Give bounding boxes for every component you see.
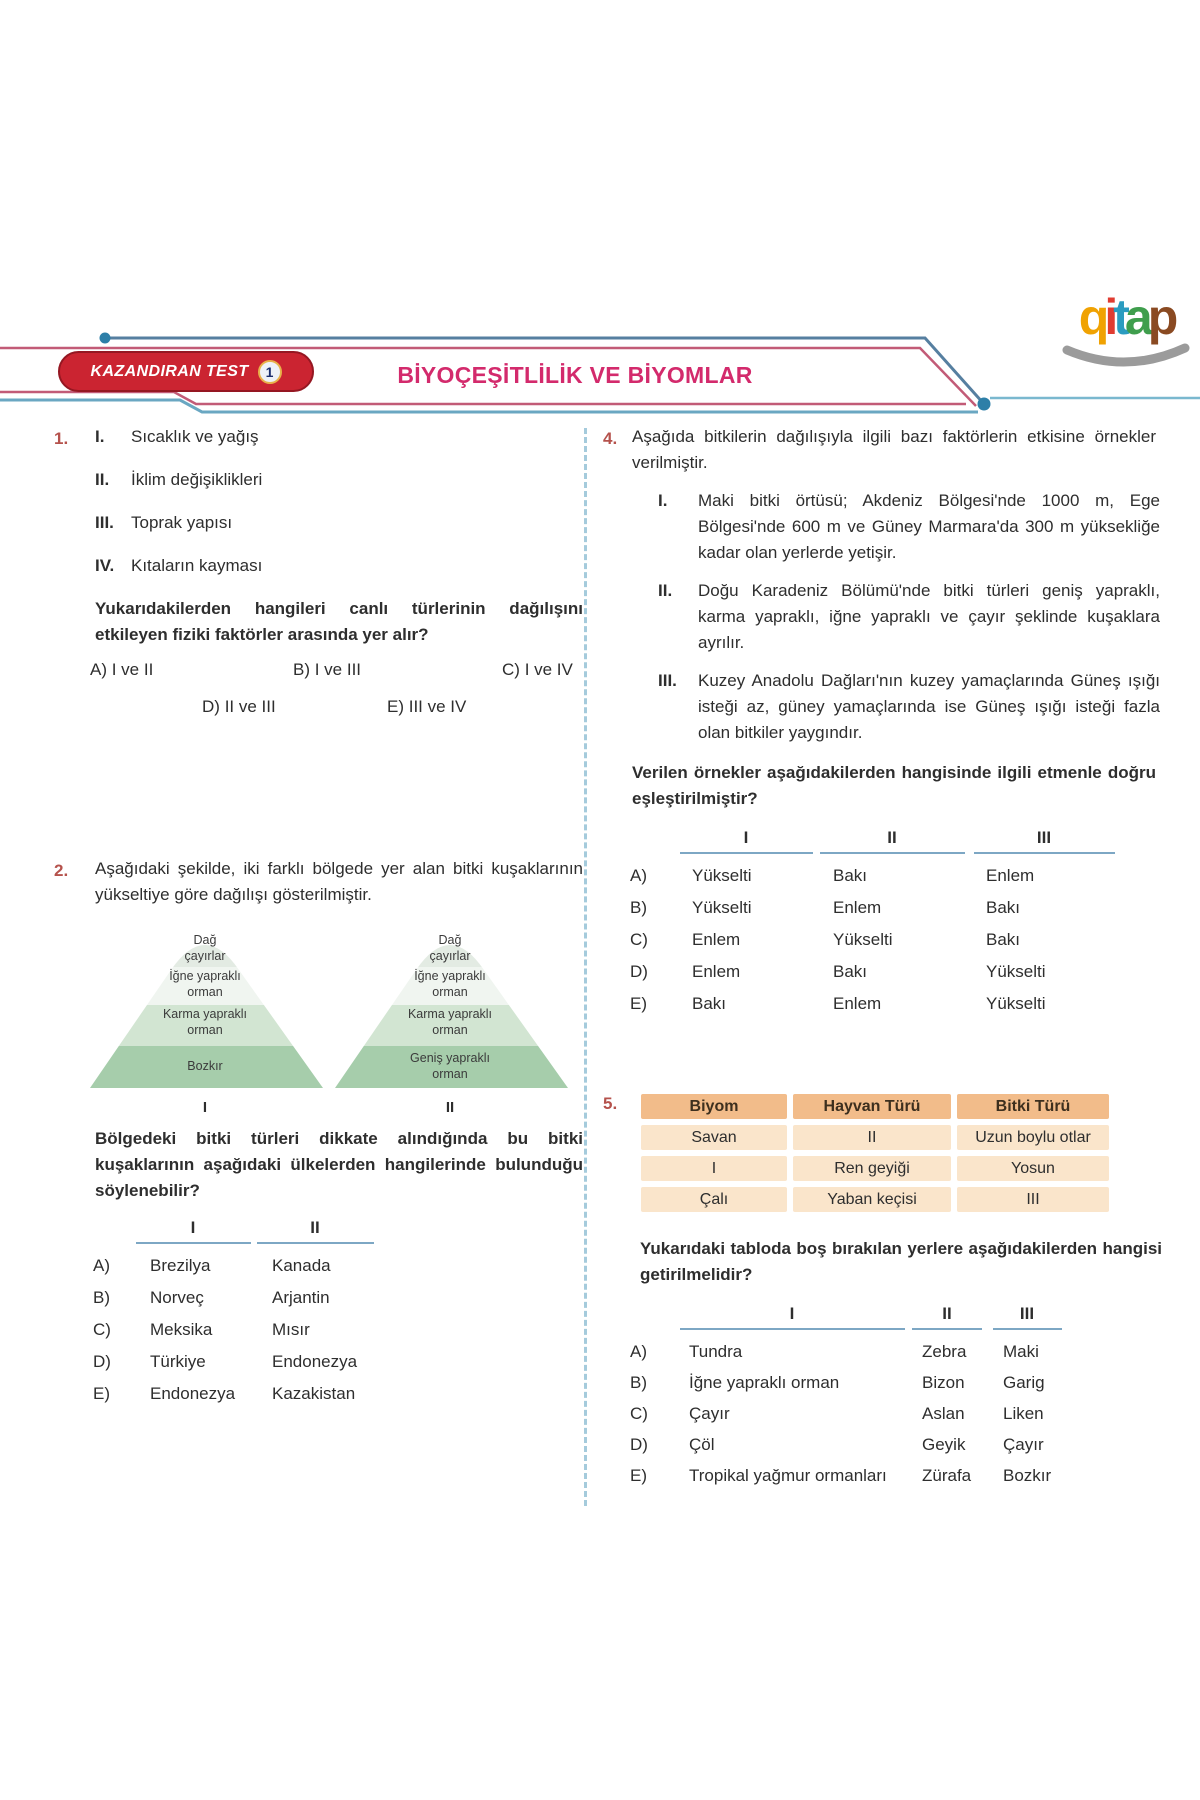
question-1: [48, 424, 588, 746]
column-header-2: II: [310, 1218, 320, 1237]
question-1-stem: Yukarıdakilerden hangileri canlı türlerinin dağılışını etkileyen fiziki faktörler arasında yer alır?: [95, 599, 583, 644]
question-2-intro: Aşağıdaki şekilde, iki farklı bölgede yer alan bitki kuşaklarının yükseltiye göre dağılışı gösterilmiştir.: [95, 859, 583, 904]
column-rule: [820, 852, 965, 854]
publisher-seal-icon: 1: [258, 360, 282, 384]
question-2-options-table: [48, 1218, 588, 1428]
column-header-2: II: [942, 1304, 952, 1323]
mountain-2-label: II: [445, 1099, 455, 1116]
svg-text:orman: orman: [432, 1023, 468, 1037]
qitap-logo-letters: qitap: [1078, 289, 1174, 345]
option-b: B) Norveç Arjantin: [93, 1288, 330, 1307]
option-d: D) Enlem Bakı Yükselti: [630, 962, 1046, 981]
table-header: Hayvan Türü: [793, 1094, 951, 1119]
column-rule: [680, 1328, 905, 1330]
table-cell: Yosun: [957, 1156, 1109, 1181]
option-b: B) İğne yapraklı orman Bizon Garig: [630, 1373, 1045, 1392]
option-a: A) I ve II: [90, 660, 154, 679]
question-2: [48, 856, 588, 1428]
option-e: E) Tropikal yağmur ormanları Zürafa Bozkır: [630, 1466, 1052, 1485]
list-item: II. Doğu Karadeniz Bölümü'nde bitki türleri geniş yapraklı, karma yapraklı, iğne yapraklı ve çayır şeklinde kuşaklara ayrılır.: [658, 581, 1160, 652]
option-e: E) Endonezya Kazakistan: [93, 1384, 356, 1403]
option-c: C) I ve IV: [502, 660, 573, 679]
header-dot-right: [978, 398, 991, 411]
question-2-stem: Bölgedeki bitki türleri dikkate alındığında bu bitki kuşaklarının aşağıdaki ülkelerden hangilerinde bulunduğu söylenebilir?: [95, 1129, 583, 1200]
logo-swoosh-icon: [1061, 343, 1191, 371]
page-title: BİYOÇEŞİTLİLİK VE BİYOMLAR: [397, 362, 753, 388]
option-c: C) Enlem Yükselti Bakı: [630, 930, 1021, 949]
svg-text:Geniş yapraklı: Geniş yapraklı: [410, 1051, 490, 1065]
option-e: E) Bakı Enlem Yükselti: [630, 994, 1046, 1013]
question-4-options-table: [600, 828, 1166, 1033]
list-item: II. İklim değişiklikleri: [95, 470, 263, 489]
list-item: I. Maki bitki örtüsü; Akdeniz Bölgesi'nde 1000 m, Ege Bölgesi'nde 600 m ve Güney Marmara'da 300 m yüksekliğe kadar olan yerlerde yetişir.: [658, 491, 1160, 562]
list-item: I. Sıcaklık ve yağış: [95, 427, 259, 446]
option-d: D) Çöl Geyik Çayır: [630, 1435, 1044, 1454]
column-rule: [136, 1242, 251, 1244]
svg-text:Karma yapraklı: Karma yapraklı: [162, 1007, 248, 1021]
option-a: A) Yükselti Bakı Enlem: [630, 866, 1035, 885]
option-b: B) Yükselti Enlem Bakı: [630, 898, 1021, 917]
svg-text:İğne yapraklı: İğne yapraklı: [414, 969, 486, 983]
svg-text:orman: orman: [432, 985, 468, 999]
question-4: [600, 424, 1166, 1033]
table-cell: III: [957, 1187, 1109, 1212]
table-cell: Uzun boylu otlar: [957, 1125, 1109, 1150]
header-dot-left: [100, 333, 111, 344]
question-4-number: 4.: [603, 429, 618, 448]
option-d: D) Türkiye Endonezya: [93, 1352, 358, 1371]
option-d: D) II ve III: [202, 697, 276, 716]
vegetation-zones-diagram: [85, 920, 575, 1118]
table-cell: Savan: [641, 1125, 787, 1150]
option-c: C) Meksika Mısır: [93, 1320, 310, 1339]
column-header-3: III: [1036, 828, 1052, 847]
biome-table: [641, 1094, 1166, 1212]
svg-text:Dağ: Dağ: [193, 933, 217, 947]
column-rule: [257, 1242, 374, 1244]
column-rule: [912, 1328, 982, 1330]
test-badge: [58, 351, 314, 392]
svg-text:Bozkır: Bozkır: [187, 1059, 223, 1073]
table-cell: I: [641, 1156, 787, 1181]
column-rule: [680, 852, 813, 854]
option-a: A) Tundra Zebra Maki: [630, 1342, 1039, 1361]
svg-text:İğne yapraklı: İğne yapraklı: [169, 969, 241, 983]
column-header-3: III: [1019, 1304, 1035, 1323]
option-e: E) III ve IV: [387, 697, 467, 716]
question-5: [600, 1086, 1166, 1509]
qitap-logo: [1056, 290, 1196, 376]
header-ribbon-lines: [0, 280, 1200, 420]
option-c: C) Çayır Aslan Liken: [630, 1404, 1044, 1423]
test-badge-label: KAZANDIRAN TEST: [90, 362, 249, 380]
svg-text:orman: orman: [432, 1067, 468, 1081]
list-item: III. Toprak yapısı: [95, 513, 233, 532]
svg-text:orman: orman: [187, 1023, 223, 1037]
option-b: B) I ve III: [293, 660, 362, 679]
list-item: IV. Kıtaların kayması: [95, 556, 263, 575]
column-rule: [974, 852, 1115, 854]
question-4-stem: Verilen örnekler aşağıdakilerden hangisinde ilgili etmenle doğru eşleştirilmiştir?: [632, 763, 1156, 808]
mountain-1-label: I: [202, 1099, 208, 1116]
table-header: Bitki Türü: [957, 1094, 1109, 1119]
column-header-1: I: [789, 1304, 795, 1323]
question-1-options: [48, 660, 588, 746]
table-cell: Çalı: [641, 1187, 787, 1212]
column-header-2: II: [887, 828, 897, 847]
column-header-1: I: [743, 828, 749, 847]
table-cell: II: [793, 1125, 951, 1150]
column-header-1: I: [190, 1218, 196, 1237]
svg-text:çayırlar: çayırlar: [429, 949, 471, 963]
option-a: A) Brezilya Kanada: [93, 1256, 331, 1275]
question-2-number: 2.: [54, 861, 69, 880]
table-cell: Ren geyiği: [793, 1156, 951, 1181]
question-4-intro: Aşağıda bitkilerin dağılışıyla ilgili bazı faktörlerin etkisine örnekler verilmiştir.: [632, 427, 1156, 472]
svg-text:Karma yapraklı: Karma yapraklı: [407, 1007, 493, 1021]
question-5-options-table: [600, 1304, 1166, 1509]
question-5-number: 5.: [603, 1094, 618, 1113]
svg-text:çayırlar: çayırlar: [184, 949, 226, 963]
list-item: III. Kuzey Anadolu Dağları'nın kuzey yamaçlarında Güneş ışığı isteği az, güney yamaçlarında ise Güneş ışığı isteği fazla olan bitkiler yaygındır.: [658, 671, 1160, 742]
table-header: Biyom: [641, 1094, 787, 1119]
svg-text:orman: orman: [187, 985, 223, 999]
table-cell: Yaban keçisi: [793, 1187, 951, 1212]
question-5-stem: Yukarıdaki tabloda boş bırakılan yerlere aşağıdakilerden hangisi getirilmelidir?: [640, 1239, 1162, 1284]
svg-text:Dağ: Dağ: [438, 933, 462, 947]
column-rule: [993, 1328, 1062, 1330]
question-1-number: 1.: [54, 429, 69, 448]
